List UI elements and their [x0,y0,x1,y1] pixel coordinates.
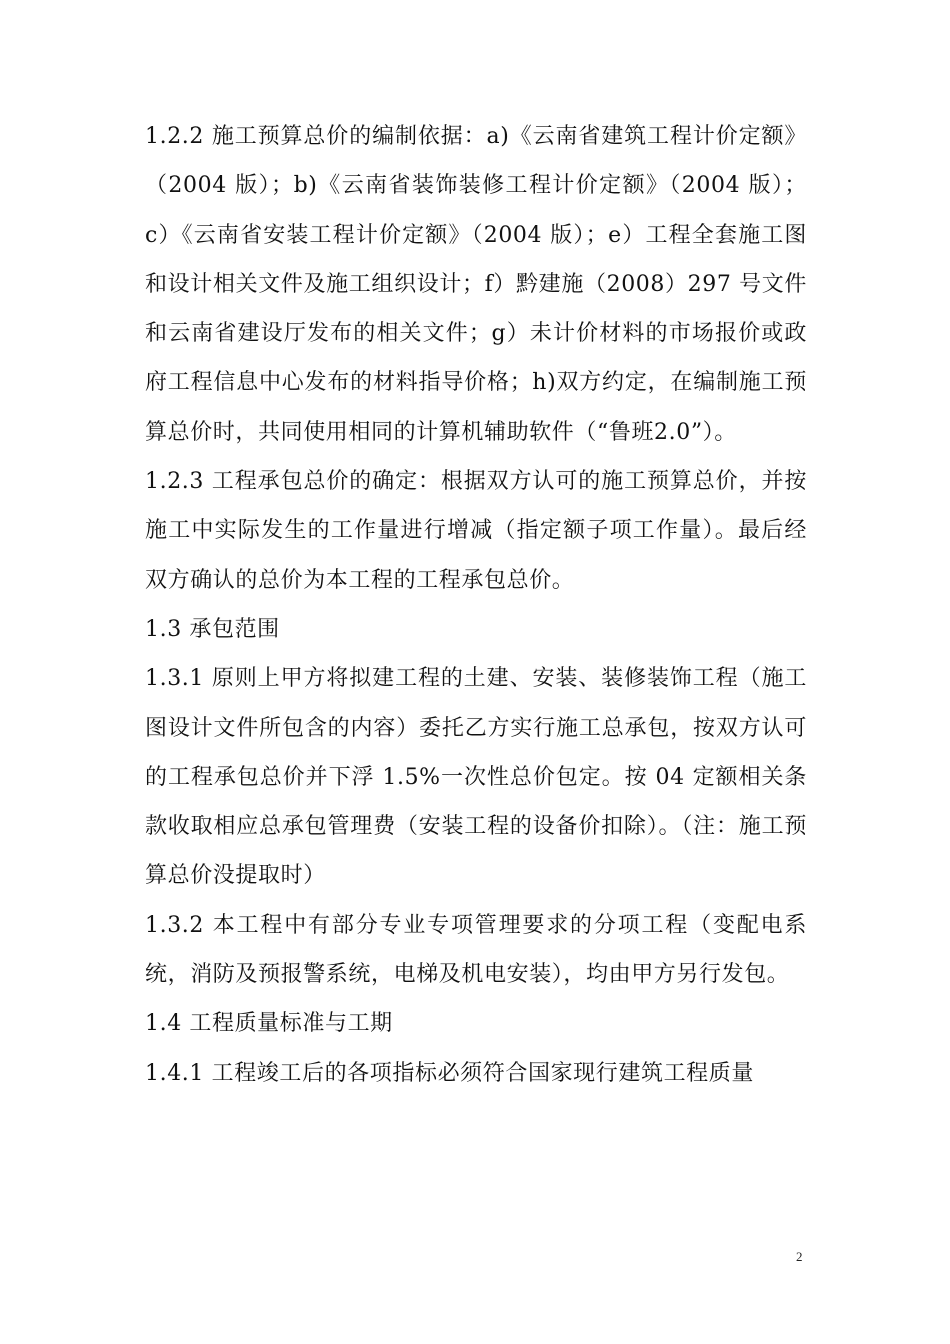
paragraph-1-2-2: 1.2.2 施工预算总价的编制依据：a)《云南省建筑工程计价定额》（2004 版）；b)《云南省装饰装修工程计价定额》（2004 版）；c）《云南省安装工程计价定额》（2004 版）；e）工程全套施工图和设计相关文件及施工组织设计；f）黔建施（2008）297 号文件和云南省建设厅发布的相关文件；g）未计价材料的市场报价或政府工程信息中心发布的材料指导价格；h)双方约定，在编制施工预算总价时，共同使用相同的计算机辅助软件（“鲁班2.0”）。 [145,124,807,445]
paragraph-1-3-1: 1.3.1 原则上甲方将拟建工程的土建、安装、装修装饰工程（施工图设计文件所包含的内容）委托乙方实行施工总承包，按双方认可的工程承包总价并下浮 1.5%一次性总价包定。按 04 定额相关条款收取相应总承包管理费（安装工程的设备价扣除）。（注：施工预算总价没提取时） [145,666,807,889]
heading-1-3: 1.3 承包范围 [145,616,280,642]
paragraph-1-2-3: 1.2.3 工程承包总价的确定：根据双方认可的施工预算总价，并按施工中实际发生的工作量进行增减（指定额子项工作量）。最后经双方确认的总价为本工程的工程承包总价。 [145,469,807,593]
paragraph-1-4-1: 1.4.1 工程竣工后的各项指标必须符合国家现行建筑工程质量 [145,1060,754,1086]
document-body [145,112,807,1098]
heading-1-4: 1.4 工程质量标准与工期 [145,1011,393,1037]
page-number: 2 [796,1249,803,1264]
paragraph-1-3-2: 1.3.2 本工程中有部分专业专项管理要求的分项工程（变配电系统，消防及预报警系统，电梯及机电安装），均由甲方另行发包。 [145,912,807,988]
